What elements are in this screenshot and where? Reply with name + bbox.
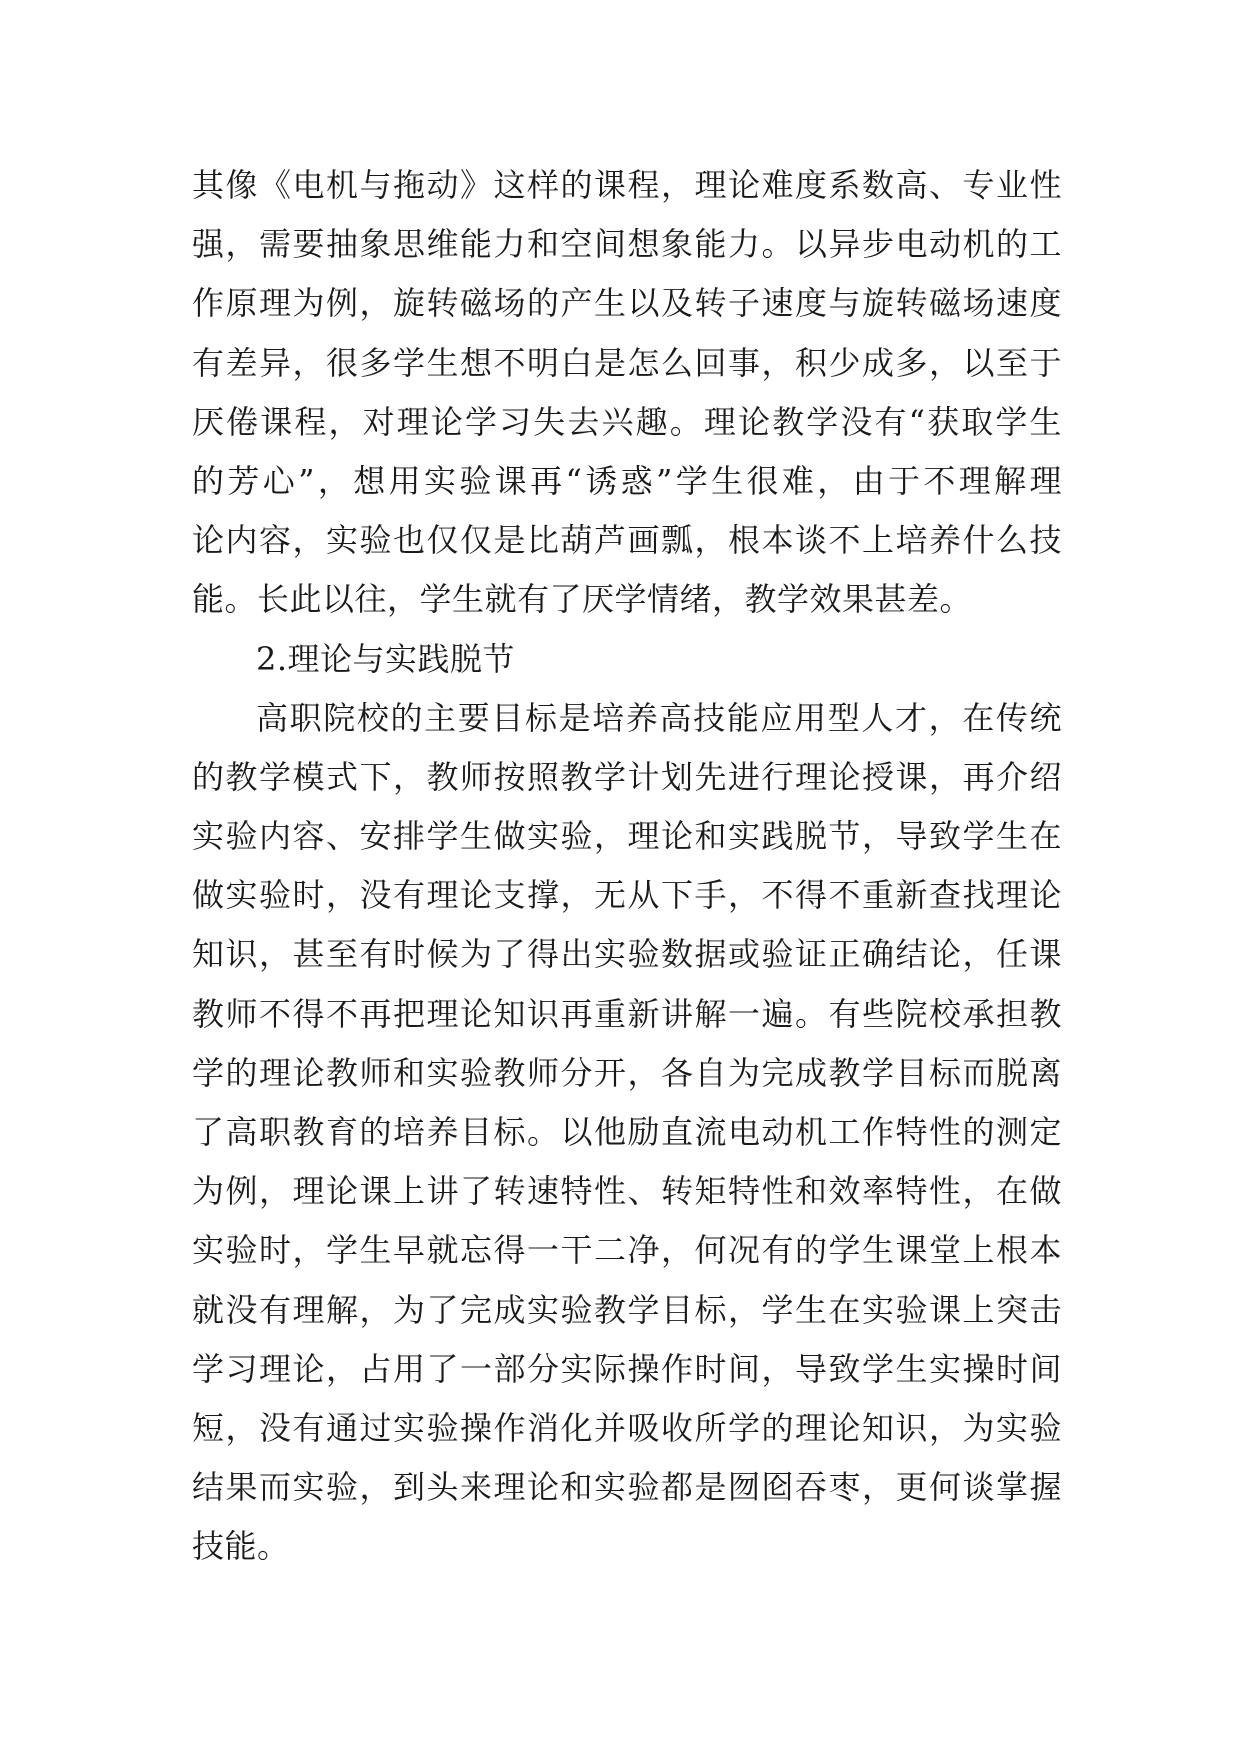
paragraph-2-line: 就没有理解，为了完成实验教学目标，学生在实验课上突击	[192, 1290, 1062, 1329]
paragraph-1-line: 论内容，实验也仅仅是比葫芦画瓢，根本谈不上培养什么技	[192, 521, 1062, 560]
paragraph-1-line: 厌倦课程，对理论学习失去兴趣。理论教学没有“获取学生	[192, 402, 1062, 441]
paragraph-2-line: 短，没有通过实验操作消化并吸收所学的理论知识，为实验	[192, 1408, 1062, 1447]
paragraph-2-line: 知识，甚至有时候为了得出实验数据或验证正确结论，任课	[192, 935, 1062, 974]
paragraph-2-line: 实验时，学生早就忘得一干二净，何况有的学生课堂上根本	[192, 1231, 1062, 1270]
paragraph-2-line: 为例，理论课上讲了转速特性、转矩特性和效率特性，在做	[192, 1172, 1062, 1211]
body-text	[192, 156, 1062, 1577]
paragraph-2-line: 技能。	[192, 1527, 290, 1566]
paragraph-2-line: 教师不得不再把理论知识再重新讲解一遍。有些院校承担教	[192, 994, 1062, 1033]
paragraph-1-line: 有差异，很多学生想不明白是怎么回事，积少成多，以至于	[192, 343, 1062, 382]
paragraph-1-line: 强，需要抽象思维能力和空间想象能力。以异步电动机的工	[192, 225, 1062, 264]
paragraph-1-line: 能。长此以往，学生就有了厌学情绪，教学效果甚差。	[192, 580, 973, 619]
paragraph-1-line: 的芳心”，想用实验课再“诱惑”学生很难，由于不理解理	[192, 461, 1062, 500]
paragraph-2-line: 学习理论，占用了一部分实际操作时间，导致学生实操时间	[192, 1349, 1062, 1388]
paragraph-1-line: 其像《电机与拖动》这样的课程，理论难度系数高、专业性	[192, 166, 1062, 204]
paragraph-2-line: 结果而实验，到头来理论和实验都是囫囵吞枣，更何谈掌握	[192, 1468, 1062, 1507]
paragraph-1-line: 作原理为例，旋转磁场的产生以及转子速度与旋转磁场速度	[192, 284, 1062, 323]
paragraph-2-line: 做实验时，没有理论支撑，无从下手，不得不重新查找理论	[192, 876, 1062, 915]
paragraph-2-line: 实验内容、安排学生做实验，理论和实践脱节，导致学生在	[192, 817, 1062, 856]
section-heading: 2.理论与实践脱节	[256, 639, 516, 678]
paragraph-2-line: 高职院校的主要目标是培养高技能应用型人才，在传统	[256, 698, 1062, 737]
paragraph-2-line: 了高职教育的培养目标。以他励直流电动机工作特性的测定	[192, 1113, 1062, 1151]
paragraph-2-line: 的教学模式下，教师按照教学计划先进行理论授课，再介绍	[192, 757, 1062, 796]
paragraph-2-line: 学的理论教师和实验教师分开，各自为完成教学目标而脱离	[192, 1053, 1062, 1092]
